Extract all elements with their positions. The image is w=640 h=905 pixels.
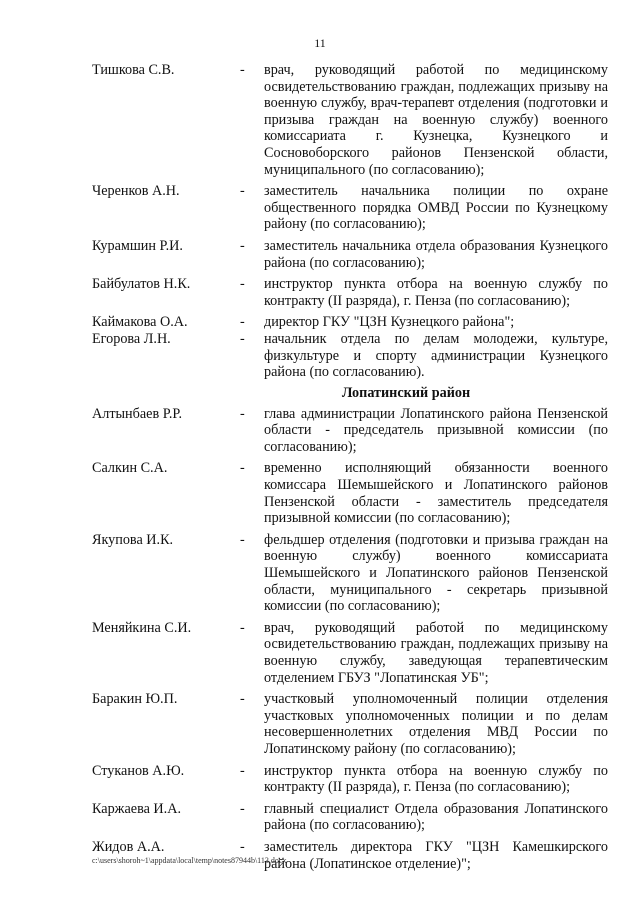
dash-separator: - bbox=[240, 691, 245, 708]
list-item bbox=[92, 801, 608, 834]
member-name: Черенков А.Н. bbox=[92, 183, 180, 200]
member-position: фельдшер отделения (подготовки и призыва граждан на военную службу) военного комиссариата Шемышейского и Лопатинского районов Пензенской области, муниципального - секретарь призывной комиссии (по согласованию); bbox=[264, 531, 608, 615]
member-name: Жидов А.А. bbox=[92, 838, 165, 855]
dash-separator: - bbox=[240, 619, 245, 636]
member-name: Байбулатов Н.К. bbox=[92, 276, 191, 293]
dash-separator: - bbox=[240, 800, 245, 817]
member-name: Баракин Ю.П. bbox=[92, 691, 178, 708]
list-item bbox=[92, 620, 608, 686]
list-item bbox=[92, 406, 608, 456]
member-position: врач, руководящий работой по медицинскому освидетельствованию граждан, подлежащих призыву на военную службу, заведующая терапевтическим отделением ГБУЗ "Лопатинская УБ"; bbox=[264, 619, 608, 686]
dash-separator: - bbox=[240, 237, 245, 254]
dash-separator: - bbox=[240, 314, 245, 331]
member-name: Меняйкина С.И. bbox=[92, 619, 192, 636]
member-position: инструктор пункта отбора на военную службу по контракту (II разряда), г. Пенза (по согласованию); bbox=[264, 276, 608, 309]
member-position: заместитель начальника отдела образования Кузнецкого района (по согласованию); bbox=[264, 237, 608, 271]
dash-separator: - bbox=[240, 762, 245, 779]
member-position: глава администрации Лопатинского района Пензенской области - председатель призывной комиссии (по согласованию); bbox=[264, 405, 608, 455]
page-number: 11 bbox=[314, 36, 326, 50]
list-item bbox=[92, 238, 608, 271]
member-position: врач, руководящий работой по медицинскому освидетельствованию граждан, подлежащих призыву на военную службу, врач-терапевт отделения (подготовки и призыва граждан на военную службу) военного комиссариата г. Кузнецка, Кузнецкого и Сосновоборского районов Пензенской области, муниципального (по согласованию); bbox=[264, 62, 608, 178]
list-item bbox=[92, 763, 608, 796]
member-position: главный специалист Отдела образования Лопатинского района (по согласованию); bbox=[264, 800, 608, 834]
list-item bbox=[92, 532, 608, 615]
member-position: заместитель директора ГКУ "ЦЗН Камешкирского района (Лопатинское отделение)"; bbox=[264, 838, 608, 872]
list-item bbox=[92, 276, 608, 309]
member-position: заместитель начальника полиции по охране общественного порядка ОМВД России по Кузнецкому району (по согласованию); bbox=[264, 183, 608, 233]
dash-separator: - bbox=[240, 405, 245, 422]
member-name: Каймакова О.А. bbox=[92, 314, 188, 331]
dash-separator: - bbox=[240, 460, 245, 477]
dash-separator: - bbox=[240, 183, 245, 200]
dash-separator: - bbox=[240, 330, 245, 347]
member-position: временно исполняющий обязанности военного комиссара Шемышейского и Лопатинского районов Пензенской области - заместитель председателя призывной комиссии (по согласованию); bbox=[264, 460, 608, 527]
member-name: Курамшин Р.И. bbox=[92, 237, 183, 254]
list-item bbox=[92, 460, 608, 526]
document-file-path: c:\users\shoroh~1\appdata\local\temp\notes87944b\113.docx bbox=[92, 856, 287, 865]
section-heading: Лопатинский район bbox=[341, 384, 471, 401]
dash-separator: - bbox=[240, 838, 245, 855]
member-name: Салкин С.А. bbox=[92, 460, 168, 477]
member-position: начальник отдела по делам молодежи, культуре, физкультуре и спорту администрации Кузнецкого района (по согласованию). bbox=[264, 330, 608, 381]
dash-separator: - bbox=[240, 276, 245, 293]
dash-separator: - bbox=[240, 531, 245, 548]
list-item bbox=[92, 183, 608, 233]
member-name: Егорова Л.Н. bbox=[92, 330, 171, 347]
list-item bbox=[92, 314, 608, 331]
list-item bbox=[92, 62, 608, 178]
member-position: участковый уполномоченный полиции отделения участковых уполномоченных полиции и по делам несовершеннолетних отделения МВД России по Лопатинскому району (по согласованию); bbox=[264, 691, 608, 757]
list-item bbox=[92, 691, 608, 757]
member-name: Стуканов А.Ю. bbox=[92, 762, 185, 779]
member-name: Алтынбаев Р.Р. bbox=[92, 405, 183, 422]
member-name: Каржаева И.А. bbox=[92, 800, 182, 817]
dash-separator: - bbox=[240, 62, 245, 78]
member-position: директор ГКУ "ЦЗН Кузнецкого района"; bbox=[264, 314, 515, 331]
commission-list bbox=[92, 62, 608, 872]
member-position: инструктор пункта отбора на военную службу по контракту (II разряда), г. Пенза (по согласованию); bbox=[264, 762, 608, 796]
list-item bbox=[92, 331, 608, 381]
member-name: Якупова И.К. bbox=[92, 531, 174, 548]
member-name: Тишкова С.В. bbox=[92, 62, 175, 78]
